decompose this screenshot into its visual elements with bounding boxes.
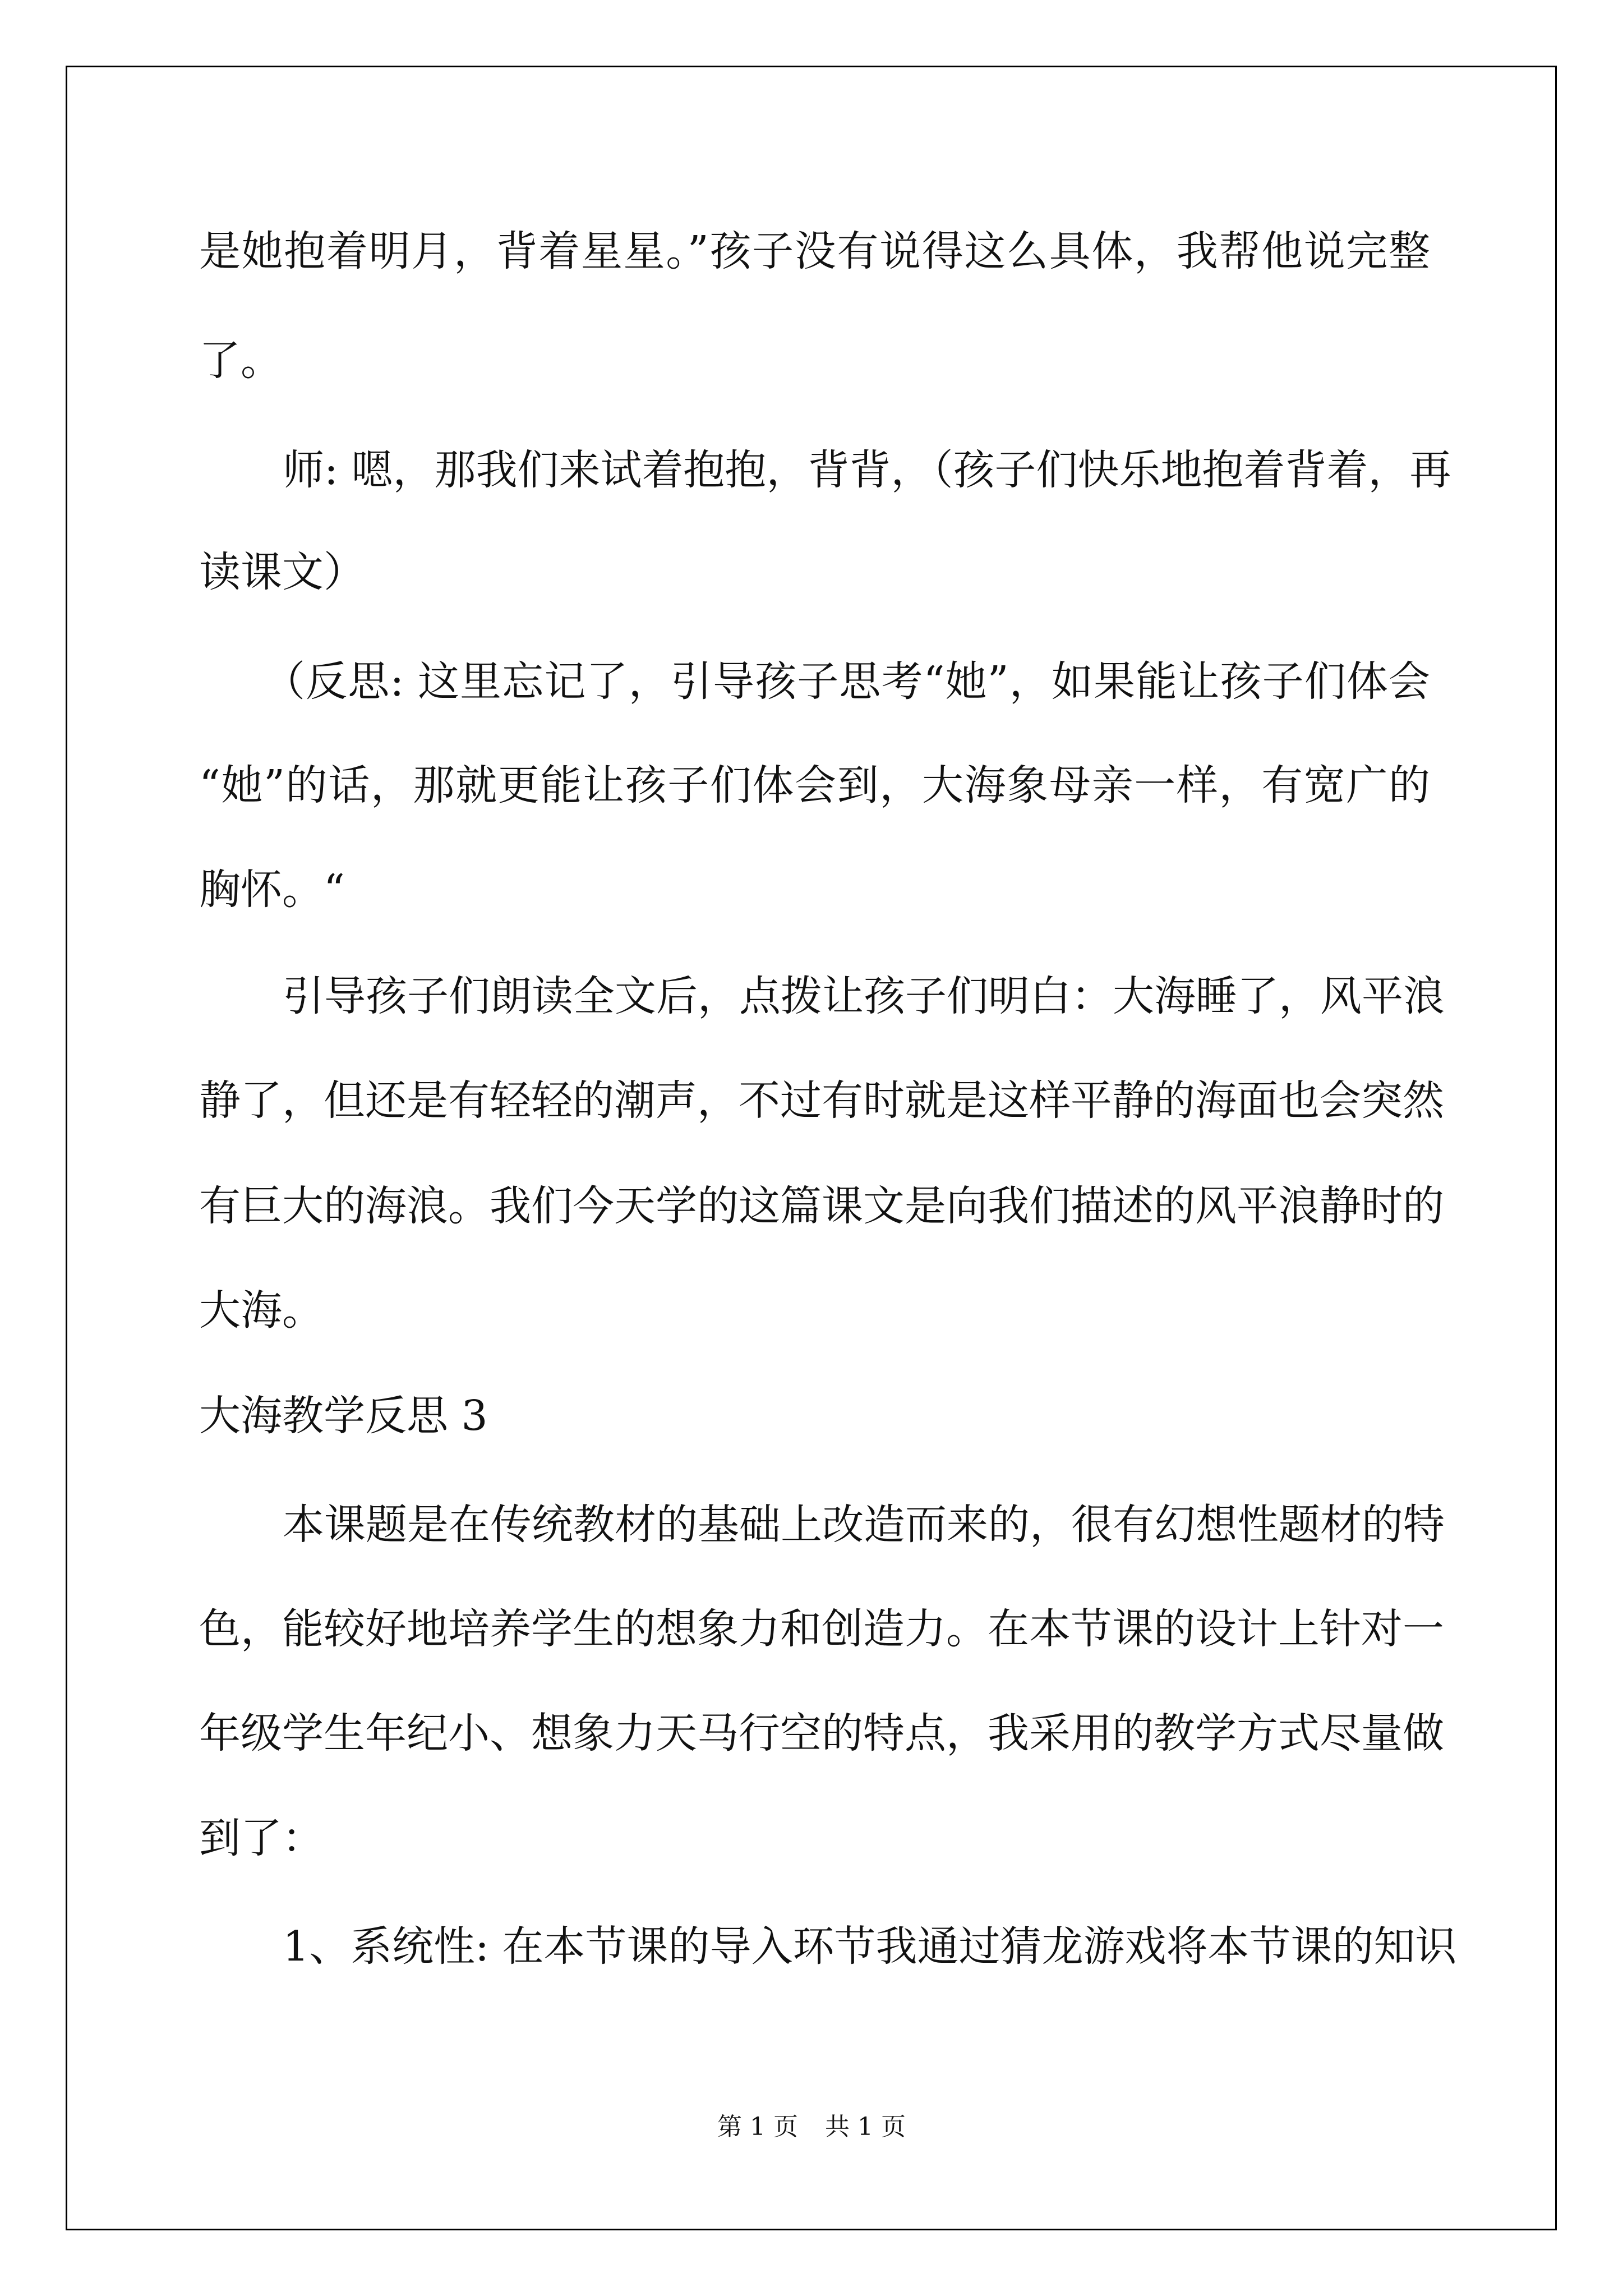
- body-line: 大海。: [199, 1286, 324, 1335]
- section-heading: 大海教学反思 3: [199, 1392, 488, 1440]
- body-line: 到了：: [199, 1814, 324, 1862]
- body-line: 静了，但还是有轻轻的潮声，不过有时就是这样平静的海面也会突然: [199, 1076, 1444, 1125]
- body-line: 读课文）: [199, 548, 365, 596]
- body-line: 师: 嗯，那我们来试着抱抱，背背，（孩子们快乐地抱着背着，再: [283, 446, 1451, 494]
- body-line: 色，能较好地培养学生的想象力和创造力。在本节课的设计上针对一: [199, 1605, 1444, 1653]
- body-line: 1、系统性: 在本节课的导入环节我通过猜龙游戏将本节课的知识: [283, 1922, 1457, 1971]
- body-line: 是她抱着明月，背着星星。”孩子没有说得这么具体，我帮他说完整: [199, 227, 1430, 275]
- body-line: 有巨大的海浪。我们今天学的这篇课文是向我们描述的风平浪静时的: [199, 1182, 1444, 1230]
- body-line: 引导孩子们朗读全文后，点拨让孩子们明白：大海睡了，风平浪: [283, 972, 1445, 1020]
- body-line: 了。: [199, 337, 282, 385]
- body-line: 本课题是在传统教材的基础上改造而来的，很有幻想性题材的特: [283, 1501, 1445, 1549]
- page-border: [66, 66, 1557, 2230]
- page-number: 第 1 页: [717, 2113, 798, 2141]
- body-line: 年级学生年纪小、想象力天马行空的特点，我采用的教学方式尽量做: [199, 1709, 1444, 1757]
- body-line: 胸怀。“: [199, 866, 345, 914]
- page-total: 共 1 页: [825, 2113, 906, 2141]
- page-footer: [0, 2111, 1623, 2143]
- body-line: （反思: 这里忘记了，引导孩子思考“她”，如果能让孩子们体会: [264, 657, 1430, 706]
- body-line: “她”的话，那就更能让孩子们体会到，大海象母亲一样，有宽广的: [199, 761, 1430, 809]
